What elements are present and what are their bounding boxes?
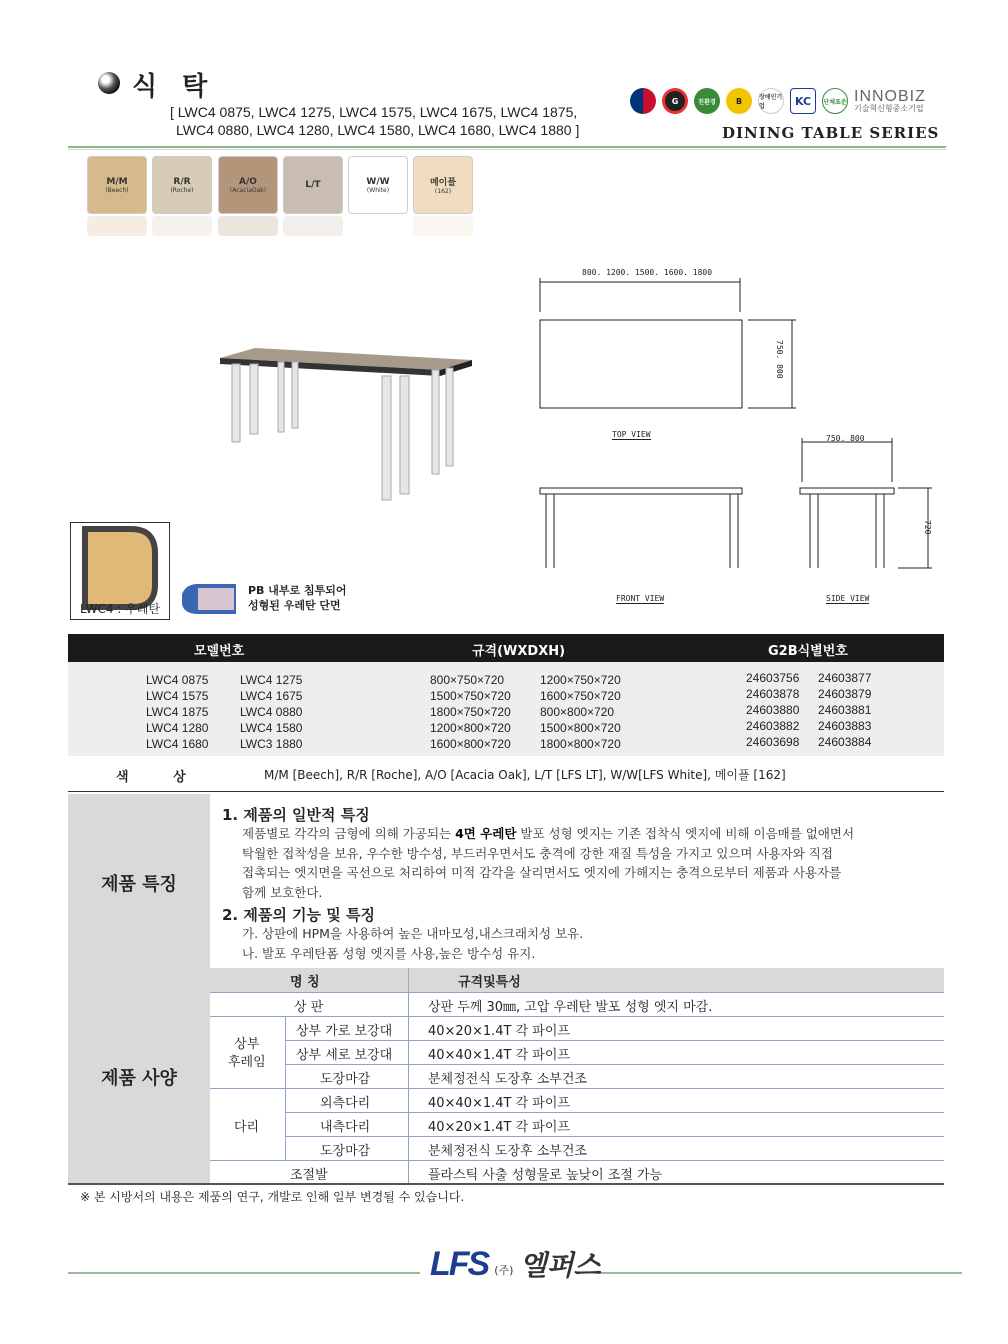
feature-heading-2: 2. 제품의 기능 및 특징: [222, 906, 375, 924]
table-cell: 24603877: [818, 671, 872, 685]
certification-logos: [630, 88, 926, 114]
swatch-code: A/O: [239, 176, 257, 187]
spec-frame-item-1-name: 상부 가로 보강대: [296, 1024, 393, 1039]
korea-taeguk-icon: [630, 88, 656, 114]
model-list-line-1: [ LWC4 0875, LWC4 1275, LWC4 1575, LWC4 1675, LWC4 1875,: [170, 104, 578, 120]
urethane-label: LWC4 : 우레탄: [80, 602, 160, 616]
feature-heading-1: 1. 제품의 일반적 특징: [222, 806, 370, 824]
technical-drawings: [530, 262, 950, 612]
color-swatch: [348, 156, 408, 214]
side-depth-dimension: 750. 800: [826, 434, 865, 443]
spec-leg-item-3-name: 도장마감: [320, 1144, 371, 1159]
header-model-number: 모델번호: [194, 644, 245, 659]
color-swatch: [283, 156, 343, 214]
table-cell: 800×800×720: [540, 705, 615, 719]
spec-top-value: 상판 두께 30㎜, 고압 우레탄 발포 성형 엣지 마감.: [428, 1000, 713, 1015]
spec-top-label: 상 판: [294, 1000, 324, 1015]
company-logo: [430, 1244, 601, 1284]
model-column-b: [240, 672, 302, 752]
table-cell: 1800×750×720: [430, 705, 511, 719]
color-label: 색 상: [116, 770, 206, 785]
table-product-image: [210, 330, 490, 510]
swatch-reflection: [283, 216, 343, 236]
model-column-a: [146, 672, 208, 752]
table-cell: 1500×800×720: [540, 721, 621, 735]
color-swatch: [87, 156, 147, 214]
table-cell: 24603883: [818, 719, 872, 733]
table-cell: LWC4 1875: [146, 705, 209, 719]
top-view-label: TOP VIEW: [612, 430, 651, 439]
swatch-reflection: [152, 216, 212, 236]
swatch-reflection: [218, 216, 278, 236]
page-title: 식 탁: [132, 72, 216, 102]
footer-line-right: [596, 1272, 962, 1274]
swatch-code: W/W: [366, 176, 390, 187]
eco-label-icon: 친환경: [694, 88, 720, 114]
spec-leg-item-2-value: 40×20×1.4T 각 파이프: [428, 1120, 570, 1135]
spec-adjuster-value: 플라스틱 사출 성형물로 높낮이 조절 가능: [428, 1168, 663, 1183]
top-width-dimension: 800. 1200. 1500. 1600. 1800: [582, 268, 713, 277]
table-cell: LWC3 1880: [240, 737, 303, 751]
g2b-column-a: [746, 670, 799, 750]
swatch-code: R/R: [173, 176, 191, 187]
title-bullet-icon: [98, 72, 120, 94]
specs-header: [210, 968, 944, 992]
spec-leg-group: 다리: [234, 1120, 260, 1135]
pb-section-image: [178, 580, 238, 618]
table-cell: LWC4 1575: [146, 689, 209, 703]
swatch-code: 메이플: [429, 178, 457, 188]
spec-adjuster-label: 조절발: [290, 1168, 328, 1183]
color-swatch: [413, 156, 473, 214]
footer-line-left: [68, 1272, 420, 1274]
size-column-b: [540, 672, 621, 752]
spec-frame-item-3-value: 분체정전식 도장후 소부건조: [428, 1072, 587, 1087]
table-cell: LWC4 0880: [240, 705, 303, 719]
table-cell: 800×750×720: [430, 673, 505, 687]
disabled-enterprise-icon: 장애인기업: [758, 88, 784, 114]
pb-section-caption: PB 내부로 침투되어 성형된 우레탄 단면: [248, 584, 347, 612]
table-cell: 24603880: [746, 703, 800, 717]
specs-title: 제품 사양: [101, 1068, 177, 1089]
header-g2b: G2B식별번호: [768, 644, 848, 659]
header-dimensions: 규격(WXDXH): [472, 644, 566, 659]
header-divider: [68, 146, 946, 148]
model-table-header: [68, 634, 944, 662]
color-values: M/M [Beech], R/R [Roche], A/O [Acacia Oak], L/T [LFS LT], W/W[LFS White], 메이플 [162]: [264, 768, 786, 782]
table-cell: LWC4 1675: [240, 689, 303, 703]
spec-frame-group: 상부 후레임: [228, 1037, 266, 1070]
company-name: 엘퍼스: [519, 1249, 601, 1282]
table-cell: 24603878: [746, 687, 800, 701]
swatch-name: (162): [434, 188, 452, 195]
table-cell: 24603756: [746, 671, 800, 685]
lfs-logo-text: LFS: [430, 1245, 489, 1283]
swatch-name: (AcaciaOak): [229, 186, 267, 194]
spec-leg-item-1-value: 40×40×1.4T 각 파이프: [428, 1096, 570, 1111]
specs-header-name: 명 칭: [290, 975, 320, 990]
table-cell: 24603881: [818, 703, 872, 717]
swatch-code: L/T: [305, 180, 321, 190]
color-swatch: [218, 156, 278, 214]
spec-frame-item-1-value: 40×20×1.4T 각 파이프: [428, 1024, 570, 1039]
table-cell: 1200×750×720: [540, 673, 621, 687]
swatch-code: M/M: [106, 176, 128, 187]
header-divider-sub: [68, 149, 946, 150]
swatch-reflection: [348, 216, 408, 236]
group-standard-icon: 단체표준: [822, 88, 848, 114]
spec-leg-item-2-name: 내측다리: [320, 1120, 371, 1135]
g-mark-icon: G: [662, 88, 688, 114]
table-cell: 1800×800×720: [540, 737, 621, 751]
size-column-a: [430, 672, 511, 752]
specs-side-panel: [68, 968, 210, 1183]
side-view-label: SIDE VIEW: [826, 594, 870, 603]
swatch-name: (White): [366, 186, 390, 194]
b-mark-icon: B: [726, 88, 752, 114]
color-swatch: [152, 156, 212, 214]
front-view-label: FRONT VIEW: [616, 594, 665, 603]
company-prefix: (주): [494, 1264, 514, 1277]
table-cell: LWC4 1680: [146, 737, 209, 751]
table-cell: 1500×750×720: [430, 689, 511, 703]
table-cell: LWC4 1580: [240, 721, 303, 735]
spec-frame-item-3-name: 도장마감: [320, 1072, 371, 1087]
spec-leg-item-1-name: 외측다리: [320, 1096, 371, 1111]
features-title: 제품 특징: [101, 874, 177, 895]
table-cell: 1600×800×720: [430, 737, 511, 751]
innobiz-logo: INNOBIZ 기술혁신형중소기업: [854, 88, 926, 113]
table-cell: 1200×800×720: [430, 721, 511, 735]
table-cell: 1600×750×720: [540, 689, 621, 703]
table-cell: 24603884: [818, 735, 872, 749]
top-depth-dimension: 750. 800: [775, 340, 784, 379]
table-cell: LWC4 1275: [240, 673, 303, 687]
specs-bottom-rule: [68, 1183, 944, 1185]
swatch-name: (Roche): [170, 186, 194, 194]
model-table-body: [68, 662, 944, 756]
spec-leg-item-3-value: 분체정전식 도장후 소부건조: [428, 1144, 587, 1159]
table-cell: 24603879: [818, 687, 872, 701]
g2b-column-b: [818, 670, 871, 750]
height-dimension: 720: [923, 520, 932, 535]
kc-mark-icon: KC: [790, 88, 816, 114]
spec-frame-item-2-name: 상부 세로 보강대: [296, 1048, 393, 1063]
table-cell: LWC4 0875: [146, 673, 209, 687]
specs-header-spec: 규격및특성: [458, 975, 521, 990]
disclaimer-note: ※ 본 시방서의 내용은 제품의 연구, 개발로 인해 일부 변경될 수 있습니다.: [80, 1190, 465, 1204]
series-title: DINING TABLE SERIES: [722, 124, 940, 142]
swatch-name: (Beech): [105, 186, 129, 194]
features-side-panel: [68, 794, 210, 968]
swatch-reflection: [413, 216, 473, 236]
feature-paragraph-2: 가. 상판에 HPM을 사용하여 높은 내마모성,내스크래치성 보유. 나. 발포 우레탄폼 성형 엣지를 사용,높은 방수성 유지.: [242, 926, 584, 961]
swatch-reflection: [87, 216, 147, 236]
model-list-line-2: LWC4 0880, LWC4 1280, LWC4 1580, LWC4 1680, LWC4 1880 ]: [176, 122, 580, 138]
table-cell: LWC4 1280: [146, 721, 209, 735]
table-cell: 24603882: [746, 719, 800, 733]
spec-frame-item-2-value: 40×40×1.4T 각 파이프: [428, 1048, 570, 1063]
feature-paragraph-1: 제품별로 각각의 금형에 의해 가공되는 4면 우레탄 발포 성형 엣지는 기존 접착식 엣지에 비해 이음매를 없애면서 탁월한 접착성을 보유, 우수한 방수성, 부드러우면서도 충격에 강한 재질 특성을 가지고 있으며 사용자와 직접 접촉되는 엣지면을 곡선으로 처리하여 미적 감각을 살리면서도 엣지에 가해지는 충격으로부터 제품과 사용자를 함께 보호한다.: [242, 826, 855, 900]
table-cell: 24603698: [746, 735, 800, 749]
